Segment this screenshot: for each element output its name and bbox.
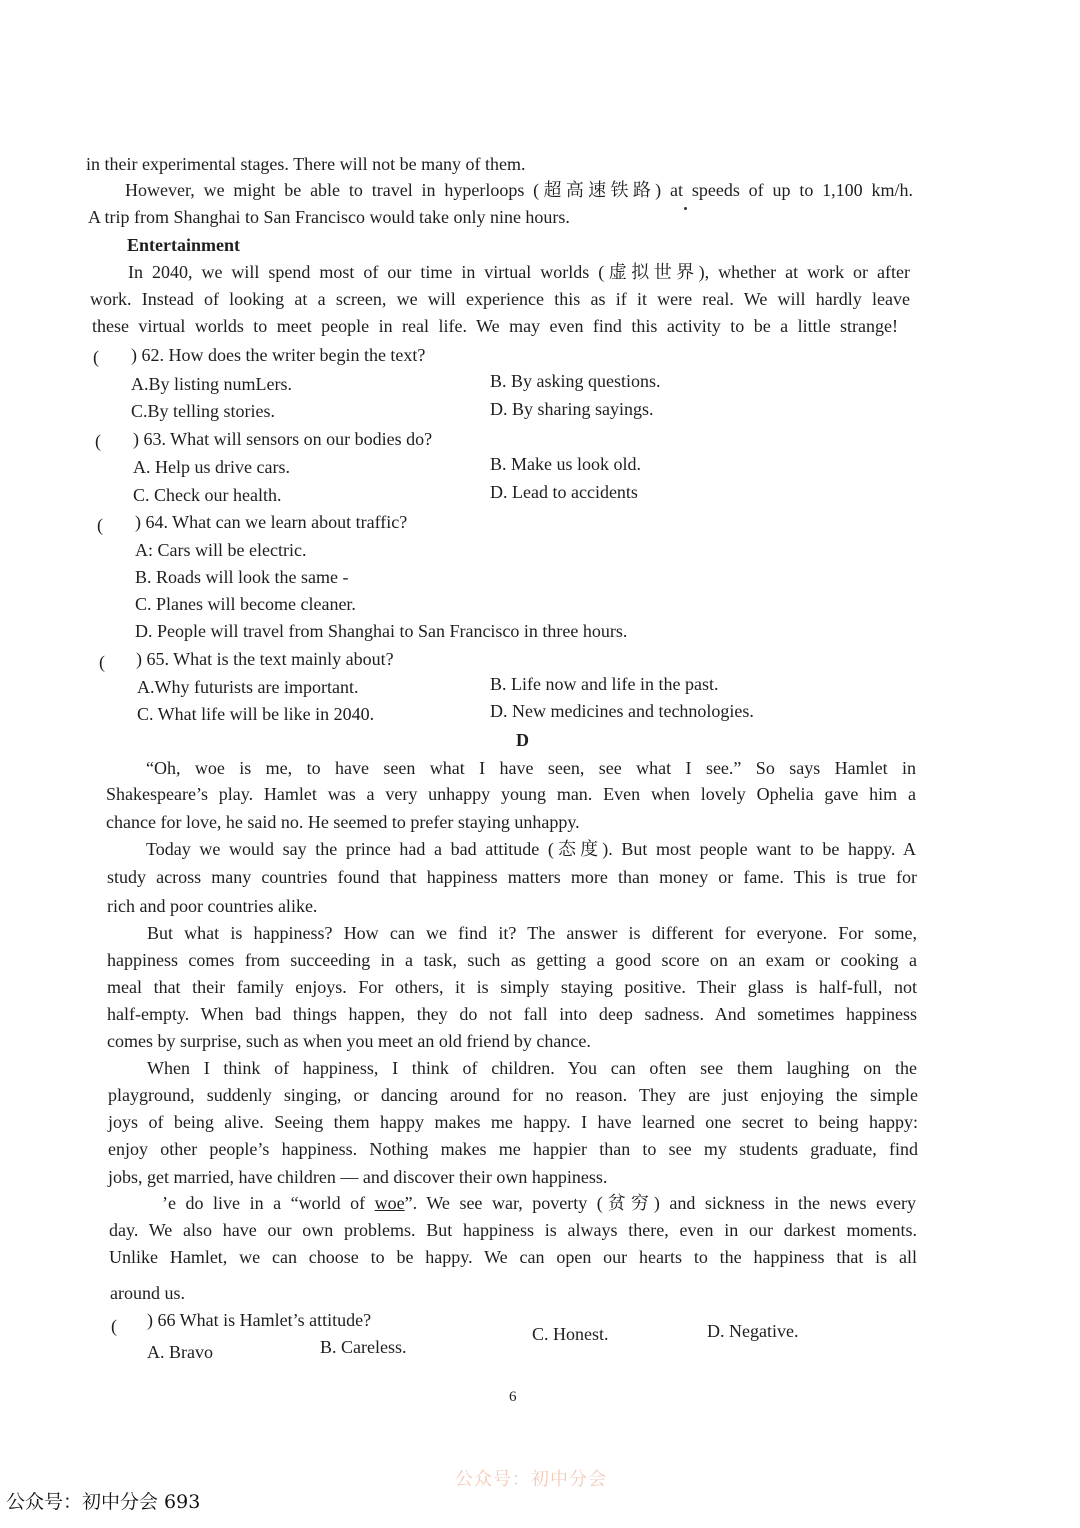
passage-c-line: work. Instead of looking at a screen, we will experience this as if it were real. We will hardly leave bbox=[90, 289, 910, 309]
passage-line: “Oh, woe is me, to have seen what I have seen, see what I see.” So says Hamlet in bbox=[146, 758, 916, 778]
passage-text: ’e do live in a “world of bbox=[162, 1193, 375, 1213]
option-b: B. Roads will look the same - bbox=[135, 567, 349, 587]
answer-paren: ( bbox=[99, 652, 105, 672]
option-a: A: Cars will be electric. bbox=[135, 540, 307, 560]
passage-line: But what is happiness? How can we find it? The answer is different for everyone. For some, bbox=[147, 923, 917, 943]
option-d: D. New medicines and technologies. bbox=[490, 701, 754, 721]
passage-line: jobs, get married, have children — and discover their own happiness. bbox=[108, 1167, 608, 1187]
option-c: C.By telling stories. bbox=[131, 401, 275, 421]
option-a: A.By listing numLers. bbox=[131, 374, 292, 394]
answer-paren: ( bbox=[97, 515, 103, 535]
option-c: C. What life will be like in 2040. bbox=[137, 704, 375, 724]
option-b: B. Life now and life in the past. bbox=[490, 674, 719, 694]
option-d: D. People will travel from Shanghai to San Francisco in three hours. bbox=[135, 621, 628, 641]
passage-line: enjoy other people’s happiness. Nothing makes me happier than to see my students graduate, find bbox=[108, 1139, 918, 1159]
section-heading: Entertainment bbox=[127, 235, 240, 255]
passage-c-line: in their experimental stages. There will not be many of them. bbox=[86, 154, 526, 174]
passage-line: chance for love, he said no. He seemed to prefer staying unhappy. bbox=[106, 812, 580, 832]
option-d: D. By sharing sayings. bbox=[490, 399, 654, 419]
option-d: D. Lead to accidents bbox=[490, 482, 638, 502]
passage-text: ”. We see war, poverty (贫穷) and sickness in the news every bbox=[404, 1193, 916, 1213]
question-stem: ) 64. What can we learn about traffic? bbox=[135, 512, 408, 532]
passage-c-line: A trip from Shanghai to San Francisco would take only nine hours. bbox=[88, 207, 570, 227]
passage-line: study across many countries found that happiness matters more than money or fame. This is true for bbox=[107, 867, 917, 887]
question-stem: ) 65. What is the text mainly about? bbox=[136, 649, 394, 669]
passage-c-line: these virtual worlds to meet people in real life. We may even find this activity to be a little strange! bbox=[92, 316, 898, 336]
passage-line: meal that their family enjoys. For others, it is simply staying positive. Their glass is half-full, not bbox=[107, 977, 917, 997]
passage-line: joys of being alive. Seeing them happy makes me happy. I have learned one secret to being happy: bbox=[108, 1112, 918, 1132]
page-number: 6 bbox=[509, 1389, 517, 1405]
passage-line: Shakespeare’s play. Hamlet was a very unhappy young man. Even when lovely Ophelia gave him a bbox=[106, 784, 916, 804]
answer-paren: ( bbox=[111, 1316, 117, 1336]
option-a: A.Why futurists are important. bbox=[137, 677, 359, 697]
passage-line: day. We also have our own problems. But happiness is always there, even in our darkest moments. bbox=[109, 1220, 917, 1240]
passage-line: rich and poor countries alike. bbox=[107, 896, 318, 916]
option-d: D. Negative. bbox=[707, 1321, 799, 1341]
question-stem: ) 63. What will sensors on our bodies do? bbox=[133, 429, 433, 449]
passage-c-line: However, we might be able to travel in hyperloops (超高速铁路) at speeds of up to 1,100 km/h. bbox=[125, 180, 913, 200]
passage-line: When I think of happiness, I think of children. You can often see them laughing on the bbox=[147, 1058, 917, 1078]
stray-dot bbox=[684, 207, 687, 210]
option-b: B. Careless. bbox=[320, 1337, 407, 1357]
passage-line: half-empty. When bad things happen, they do not fall into deep sadness. And sometimes happiness bbox=[107, 1004, 917, 1024]
passage-line: comes by surprise, such as when you meet an old friend by chance. bbox=[107, 1031, 591, 1051]
passage-line bbox=[162, 1192, 916, 1214]
question-stem: ) 62. How does the writer begin the text? bbox=[131, 345, 426, 365]
option-a: A. Help us drive cars. bbox=[133, 457, 290, 477]
question-stem: ) 66 What is Hamlet’s attitude? bbox=[147, 1310, 372, 1330]
option-b: B. Make us look old. bbox=[490, 454, 641, 474]
passage-line: happiness comes from succeeding in a task, such as getting a good score on an exam or cooking a bbox=[107, 950, 917, 970]
passage-line: Today we would say the prince had a bad attitude (态度). But most people want to be happy. A bbox=[146, 839, 916, 859]
underlined-word: woe bbox=[374, 1193, 405, 1213]
option-a: A. Bravo bbox=[147, 1342, 213, 1362]
passage-line: playground, suddenly singing, or dancing around for no reason. They are just enjoying the simple bbox=[108, 1085, 918, 1105]
option-c: C. Honest. bbox=[532, 1324, 609, 1344]
passage-label: D bbox=[516, 730, 529, 750]
option-c: C. Planes will become cleaner. bbox=[135, 594, 356, 614]
passage-c-line: In 2040, we will spend most of our time in virtual worlds (虚拟世界), whether at work or after bbox=[128, 262, 910, 282]
answer-paren: ( bbox=[95, 431, 101, 451]
option-c: C. Check our health. bbox=[133, 485, 282, 505]
watermark: 公众号：初中分会 bbox=[455, 1469, 607, 1490]
answer-paren: ( bbox=[93, 347, 99, 367]
footer-label: 公众号：初中分会 693 bbox=[6, 1491, 201, 1513]
passage-line: Unlike Hamlet, we can choose to be happy. We can open our hearts to the happiness that is all bbox=[109, 1247, 917, 1267]
passage-line: around us. bbox=[110, 1283, 185, 1303]
option-b: B. By asking questions. bbox=[490, 371, 661, 391]
